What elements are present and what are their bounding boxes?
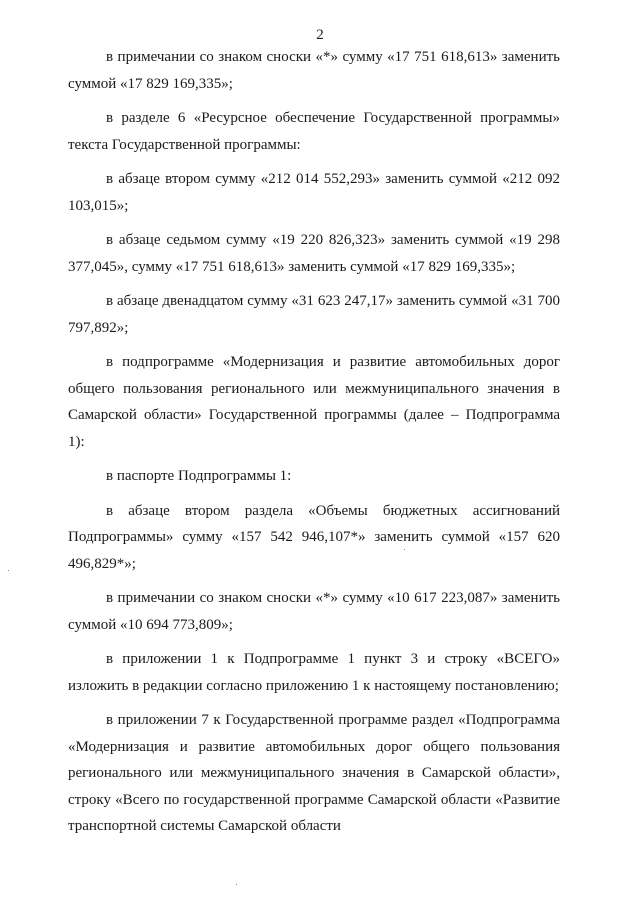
paragraph-passport: в паспорте Подпрограммы 1: [106, 468, 292, 484]
paragraph-second-subparagraph: в абзаце втором сумму «212 014 552,293» заменить суммой «212 092 103,015»; [68, 171, 560, 214]
paragraph-footnote-note-2: в примечании со знаком сноски «*» сумму «10 617 223,087» заменить суммой «10 694 773,809»; [68, 590, 560, 633]
scan-speck [236, 884, 237, 885]
paragraph-budget-allocations: в абзаце втором раздела «Объемы бюджетных ассигнований Подпрограммы» сумму «157 542 946,107*» заменить суммой «157 620 496,829*»; [68, 502, 560, 572]
page-number: 2 [316, 27, 324, 43]
paragraph-appendix-1: в приложении 1 к Подпрограмме 1 пункт 3 и строку «ВСЕГО» изложить в редакции согласно приложению 1 к настоящему постановлению; [68, 651, 560, 694]
paragraph-footnote-note: в примечании со знаком сноски «*» сумму «17 751 618,613» заменить суммой «17 829 169,335»; [68, 49, 560, 92]
scan-speck [404, 549, 405, 550]
document-body [68, 44, 560, 840]
paragraph-twelfth-subparagraph: в абзаце двенадцатом сумму «31 623 247,17» заменить суммой «31 700 797,892»; [68, 293, 560, 336]
paragraph-section-6: в разделе 6 «Ресурсное обеспечение Государственной программы» текста Государственной программы: [68, 110, 560, 153]
paragraph-seventh-subparagraph: в абзаце седьмом сумму «19 220 826,323» заменить суммой «19 298 377,045», сумму «17 751 618,613» заменить суммой «17 829 169,335»; [68, 232, 560, 275]
paragraph-subprogram-1: в подпрограмме «Модернизация и развитие автомобильных дорог общего пользования регионального или межмуниципального значения в Самарской области» Государственной программы (далее – Подпрограмма 1): [68, 354, 560, 450]
scan-speck [8, 570, 9, 571]
paragraph-appendix-7: в приложении 7 к Государственной программе раздел «Подпрограмма «Модернизация и развитие автомобильных дорог общего пользования регионального или межмуниципального значения в Самарской области», строку «Всего по государственной программе Самарской области «Развитие транспортной системы Самарской области [68, 712, 560, 834]
